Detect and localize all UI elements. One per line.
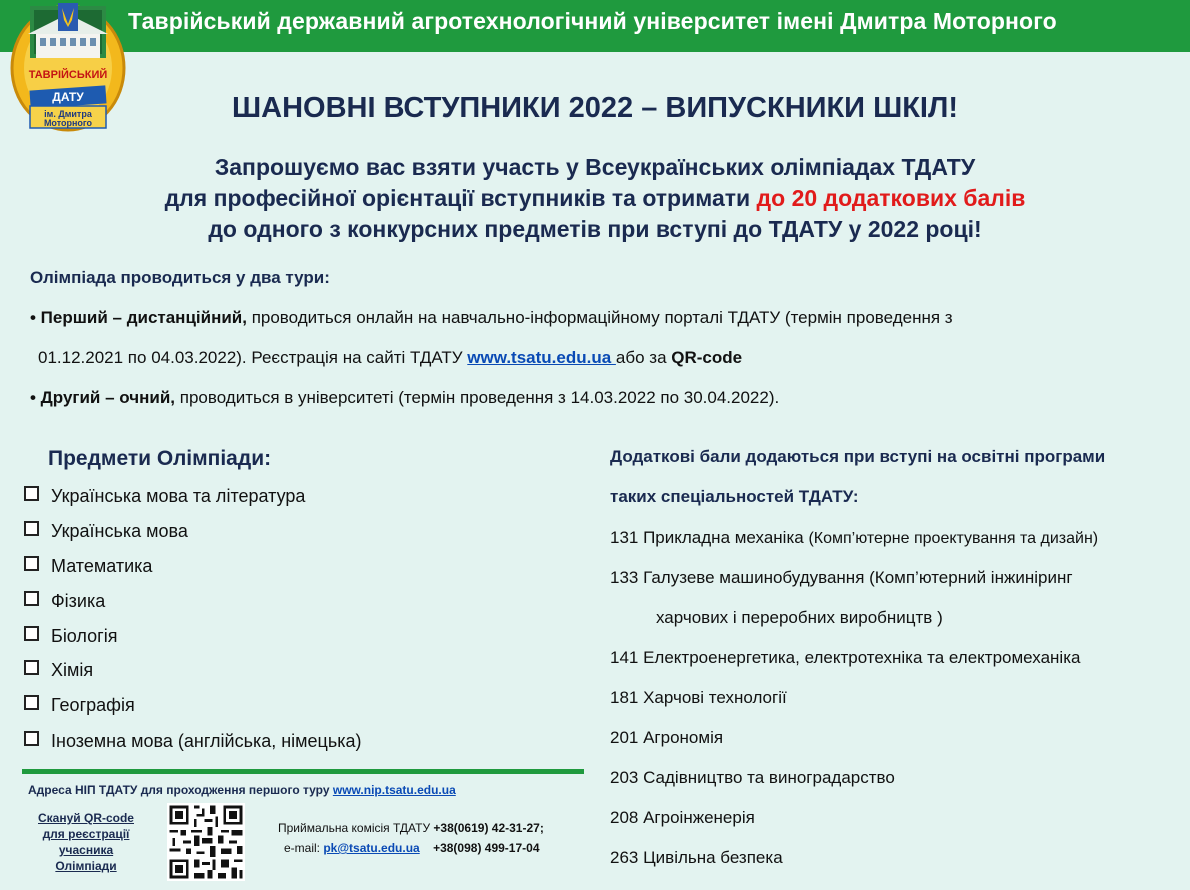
- specialty-133: 133 Галузеве машинобудування (Комп’ютерний інжиніринг: [610, 568, 1073, 587]
- svg-text:ім. Дмитра: ім. Дмитра: [44, 109, 92, 119]
- bonus-highlight: до 20 додаткових балів: [756, 185, 1026, 211]
- rounds-intro: Олімпіада проводиться у два тури:: [30, 268, 330, 287]
- headline: ШАНОВНІ ВСТУПНИКИ 2022 – ВИПУСКНИКИ ШКІЛ!: [232, 92, 958, 124]
- phone-1: +38(0619) 42-31-27;: [433, 821, 544, 835]
- header-banner: [0, 0, 1190, 52]
- specialty-181: 181 Харчові технології: [610, 688, 787, 707]
- admissions-contact: Приймальна комісія ТДАТУ +38(0619) 42-31-27; e-mail: pk@tsatu.edu.ua +38(098) 499-17-04: [278, 821, 544, 855]
- university-title: Таврійський державний агротехнологічний університет імені Дмитра Моторного: [128, 8, 1057, 34]
- subject-item: Українська мова: [24, 521, 188, 542]
- specialty-208: 208 Агроінженерія: [610, 808, 755, 827]
- invite-line-1: Запрошуємо вас взяти участь у Всеукраїнських олімпіадах ТДАТУ: [214, 154, 976, 180]
- invitation-text: [0, 152, 1190, 245]
- specialty-201: 201 Агрономія: [610, 728, 724, 747]
- invite-line-3: до одного з конкурсних предметів при вступі до ТДАТУ у 2022 році!: [208, 216, 982, 242]
- round-first-registration: 01.12.2021 по 04.03.2022). Реєстрація на сайті ТДАТУ www.tsatu.edu.ua або за QR-code: [38, 348, 743, 367]
- specialty-203: 203 Садівництво та виноградарство: [610, 768, 895, 787]
- checkbox-icon: [24, 556, 39, 571]
- checkbox-icon: [24, 626, 39, 641]
- subjects-title: Предмети Олімпіади:: [48, 447, 272, 470]
- checkbox-icon: [24, 486, 39, 501]
- subject-item: Географія: [24, 695, 135, 716]
- subject-item: Українська мова та література: [24, 486, 305, 507]
- logo-text: ТАВРІЙСЬКИЙ: [28, 69, 108, 81]
- qr-code-icon[interactable]: [167, 803, 245, 881]
- invite-line-2: для професійної орієнтації вступників та отримати до 20 додаткових балів: [164, 185, 1026, 211]
- nip-address: Адреса НІП ТДАТУ для проходження першого туру www.nip.tsatu.edu.ua: [28, 783, 456, 797]
- subject-item: Біологія: [24, 626, 117, 647]
- checkbox-icon: [24, 695, 39, 710]
- subject-item: Хімія: [24, 660, 93, 681]
- specialty-131: 131 Прикладна механіка (Комп’ютерне проектування та дизайн): [610, 528, 1099, 547]
- phone-2: +38(098) 499-17-04: [433, 841, 540, 855]
- footer-divider: [22, 769, 584, 774]
- tsatu-site-link[interactable]: www.tsatu.edu.ua: [467, 348, 616, 367]
- svg-text:ДАТУ: ДАТУ: [52, 90, 84, 104]
- specialty-141: 141 Електроенергетика, електротехніка та електромеханіка: [610, 648, 1081, 667]
- scan-qr-caption: Скануй QR-code для реєстрації учасника Олімпіади: [38, 811, 134, 873]
- checkbox-icon: [24, 731, 39, 746]
- subject-item: Фізика: [24, 591, 105, 612]
- bonus-title-line-1: Додаткові бали додаються при вступі на освітні програми: [610, 447, 1106, 466]
- bonus-title-line-2: таких спеціальностей ТДАТУ:: [610, 487, 859, 506]
- checkbox-icon: [24, 591, 39, 606]
- subject-item: Математика: [24, 556, 152, 577]
- specialty-133-cont: харчових і переробних виробництв ): [656, 608, 943, 627]
- svg-text:Моторного: Моторного: [43, 118, 93, 128]
- email-link[interactable]: pk@tsatu.edu.ua: [323, 841, 420, 855]
- specialty-263: 263 Цивільна безпека: [610, 848, 783, 867]
- checkbox-icon: [24, 521, 39, 536]
- subject-item: Іноземна мова (англійська, німецька): [24, 731, 362, 752]
- round-first: • Перший – дистанційний, проводиться онлайн на навчально-інформаційному порталі ТДАТУ (термін проведення з: [30, 308, 953, 327]
- round-second: • Другий – очний, проводиться в університеті (термін проведення з 14.03.2022 по 30.04.2022).: [30, 388, 780, 407]
- nip-link[interactable]: www.nip.tsatu.edu.ua: [332, 783, 456, 797]
- checkbox-icon: [24, 660, 39, 675]
